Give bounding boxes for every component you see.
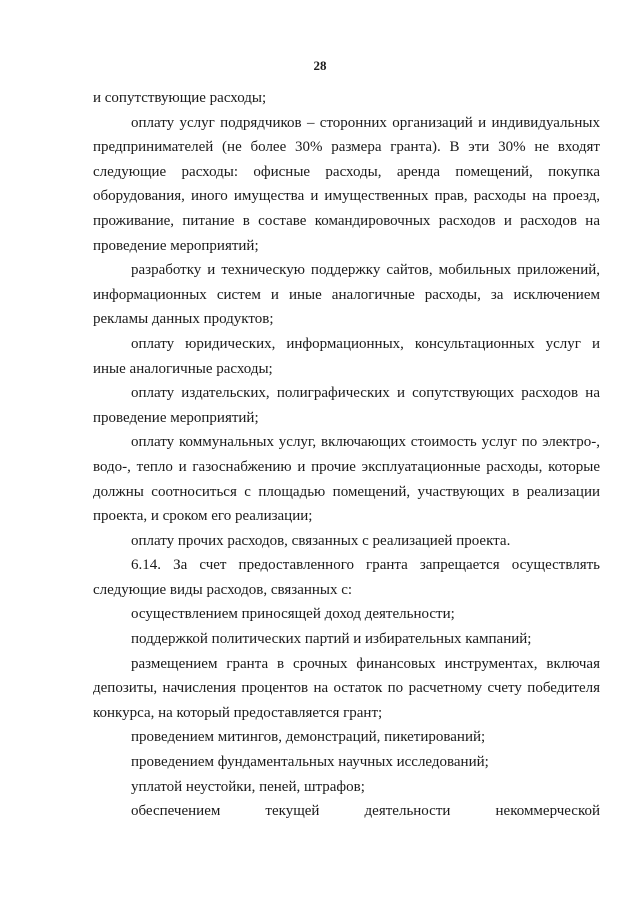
paragraph-utility-services: оплату коммунальных услуг, включающих стоимость услуг по электро-, водо-, тепло и газоснабжению и прочие эксплуатационные расходы, которые должны соотноситься с площадью помещений, участвующих в реализации проекта, и сроком его реализации; <box>93 434 600 525</box>
paragraph-income-activity: осуществлением приносящей доход деятельности; <box>131 606 455 623</box>
paragraph-penalties: уплатой неустойки, пеней, штрафов; <box>131 778 365 795</box>
paragraph-website-development: разработку и техническую поддержку сайтов, мобильных приложений, информационных систем и иные аналогичные расходы, за исключением рекламы данных продуктов; <box>93 262 600 328</box>
paragraph-continuation: и сопутствующие расходы; <box>93 90 267 106</box>
paragraph-financial-instruments: размещением гранта в срочных финансовых инструментах, включая депозиты, начисления процентов на остаток по расчетному счету победителя конкурса, на который предоставляется грант; <box>93 655 600 721</box>
document-body <box>93 86 600 824</box>
paragraph-contractor-services: оплату услуг подрядчиков – сторонних организаций и индивидуальных предпринимателей (не более 30% размера гранта). В эти 30% не входят следующие расходы: офисные расходы, аренда помещений, покупка оборудования, иного имущества и имущественных прав, расходы на проезд, проживание, питание в составе командировочных расходов и расходов на проведение мероприятий; <box>93 114 600 254</box>
paragraph-rallies: проведением митингов, демонстраций, пикетирований; <box>131 729 486 746</box>
paragraph-other-expenses: оплату прочих расходов, связанных с реализацией проекта. <box>131 532 511 549</box>
paragraph-current-activity: обеспечением текущей деятельности некоммерческой <box>131 803 600 820</box>
page-number: 28 <box>313 58 327 73</box>
paragraph-political-support: поддержкой политических партий и избирательных кампаний; <box>131 631 532 648</box>
paragraph-section-6-14: 6.14. За счет предоставленного гранта запрещается осуществлять следующие виды расходов, связанных с: <box>93 557 600 598</box>
paragraph-legal-services: оплату юридических, информационных, консультационных услуг и иные аналогичные расходы; <box>93 335 600 377</box>
paragraph-research: проведением фундаментальных научных исследований; <box>131 754 489 771</box>
paragraph-publishing-services: оплату издательских, полиграфических и сопутствующих расходов на проведение мероприятий; <box>93 385 600 426</box>
